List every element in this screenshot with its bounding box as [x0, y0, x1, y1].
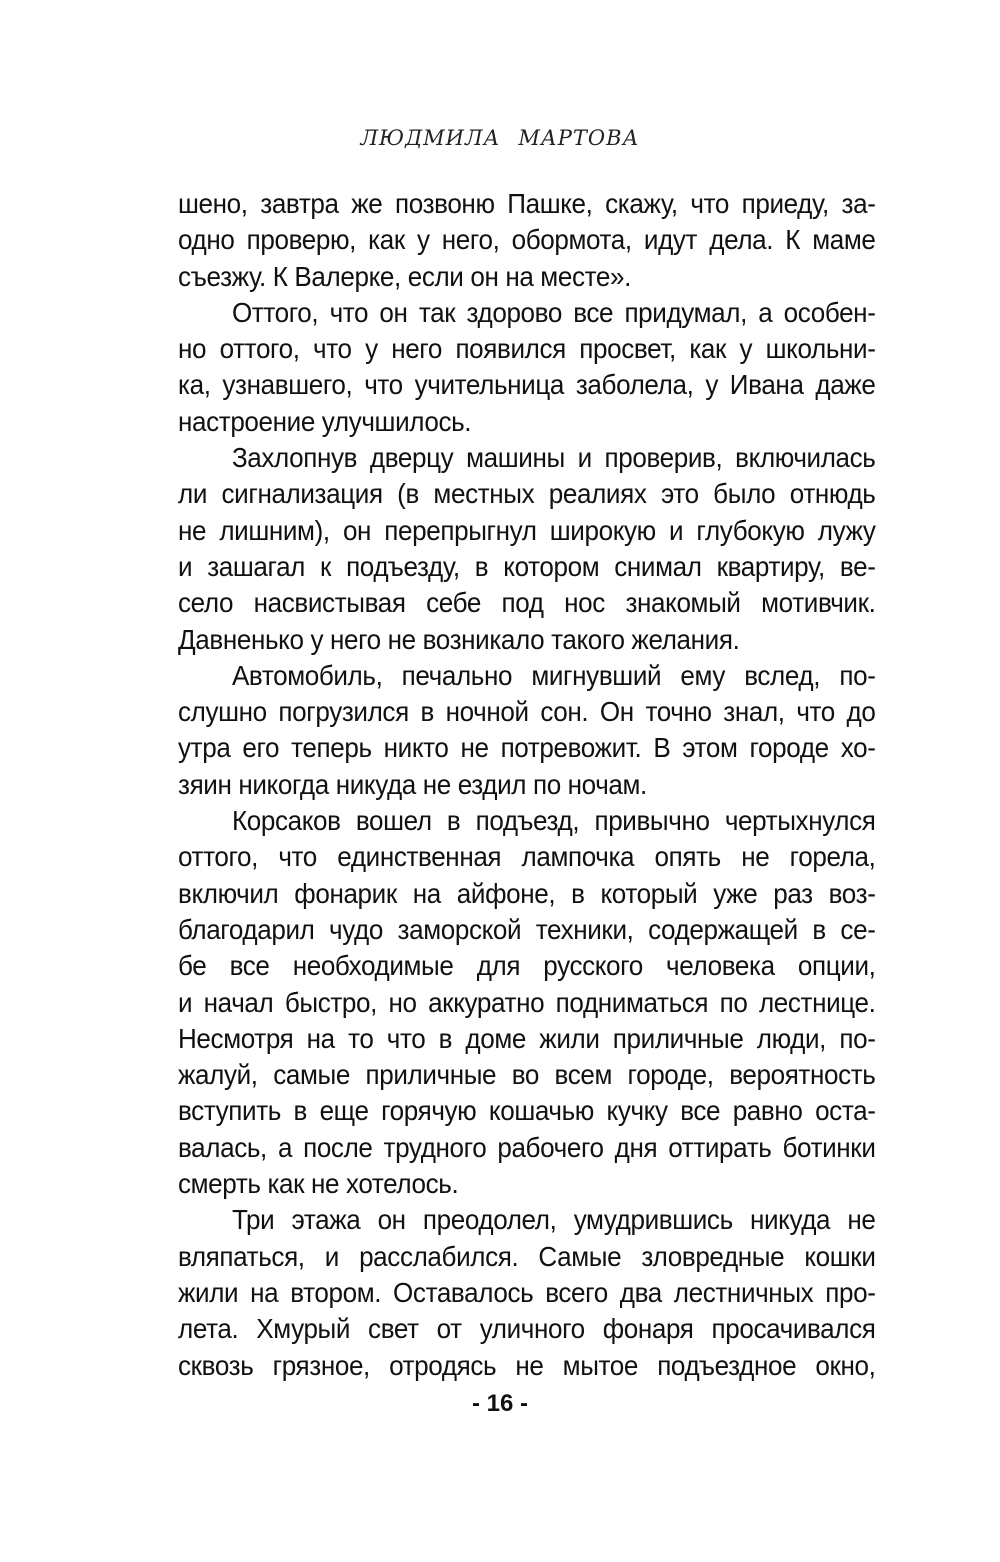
- paragraph: [178, 440, 876, 658]
- text-line: село насвистывая себе под нос знакомый мотивчик.: [178, 587, 876, 619]
- text-line: но оттого, что у него появился просвет, как у школьни-: [178, 333, 876, 365]
- text-line: благодарил чудо заморской техники, содержащей в се-: [178, 913, 876, 945]
- author-last-name: МАРТОВА: [518, 126, 640, 150]
- text-line: жили на втором. Оставалось всего два лестничных про-: [178, 1276, 876, 1308]
- text-line: одно проверю, как у него, обормота, идут дела. К маме: [178, 224, 876, 256]
- text-line: Корсаков вошел в подъезд, привычно чертыхнулся: [231, 805, 876, 837]
- text-line: Автомобиль, печально мигнувший ему вслед, по-: [231, 659, 876, 691]
- text-line: сквозь грязное, отродясь не мытое подъездное окно,: [178, 1349, 876, 1381]
- text-line: не лишним), он перепрыгнул широкую и глубокую лужу: [178, 514, 876, 546]
- text-line: лета. Хмурый свет от уличного фонаря просачивался: [178, 1313, 876, 1345]
- text-line: валась, а после трудного рабочего дня оттирать ботинки: [178, 1131, 876, 1163]
- text-line: шено, завтра же позвоню Пашке, скажу, что приеду, за-: [178, 188, 876, 219]
- page-number: - 16 -: [471, 1390, 528, 1417]
- text-line: настроение улучшилось.: [178, 405, 472, 437]
- text-line: и зашагал к подъезду, в котором снимал квартиру, ве-: [178, 550, 876, 582]
- text-line: слушно погрузился в ночной сон. Он точно знал, что до: [178, 696, 876, 728]
- text-line: жалуй, самые приличные во всем городе, вероятность: [178, 1059, 876, 1091]
- paragraph: [178, 1202, 876, 1383]
- text-line: бе все необходимые для русского человека опции,: [178, 950, 876, 982]
- text-line: Оттого, что он так здорово все придумал, а особен-: [231, 296, 876, 328]
- text-line: ка, узнавшего, что учительница заболела, у Ивана даже: [178, 369, 876, 401]
- text-line: Давненько у него не возникало такого желания.: [178, 623, 740, 655]
- paragraph: [178, 803, 876, 1202]
- text-line: смерть как не хотелось.: [178, 1168, 459, 1200]
- running-header: [0, 126, 1000, 150]
- text-line: вступить в еще горячую кошачью кучку все равно оста-: [178, 1095, 876, 1127]
- paragraph: [178, 295, 876, 440]
- text-line: зяин никогда никуда не ездил по ночам.: [178, 768, 647, 800]
- text-line: и начал быстро, но аккуратно подниматься по лестнице.: [178, 986, 876, 1018]
- text-line: включил фонарик на айфоне, в который уже раз воз-: [178, 877, 876, 909]
- paragraph: [178, 186, 876, 295]
- text-line: съезжу. К Валерке, если он на месте».: [178, 260, 631, 292]
- text-line: ли сигнализация (в местных реалиях это было отнюдь: [178, 478, 876, 510]
- author-first-name: ЛЮДМИЛА: [360, 126, 501, 150]
- text-line: Захлопнув дверцу машины и проверив, включилась: [231, 442, 876, 474]
- text-line: Несмотря на то что в доме жили приличные люди, по-: [178, 1022, 876, 1054]
- text-line: Три этажа он преодолел, умудрившись никуда не: [231, 1204, 876, 1236]
- text-line: вляпаться, и расслабился. Самые зловредные кошки: [178, 1240, 876, 1272]
- text-line: утра его теперь никто не потревожит. В этом городе хо-: [178, 732, 876, 764]
- text-line: оттого, что единственная лампочка опять не горела,: [178, 841, 876, 873]
- body-text: [178, 186, 876, 1384]
- paragraph: [178, 658, 876, 803]
